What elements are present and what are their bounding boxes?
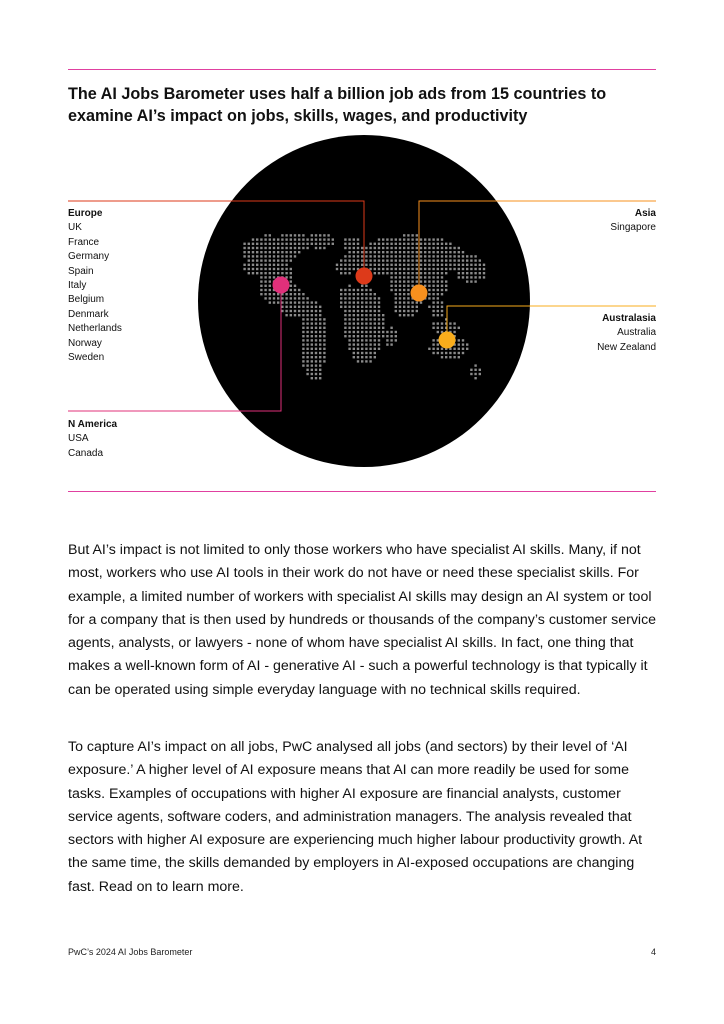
region-australasia — [556, 312, 656, 355]
namerica-marker — [273, 277, 290, 294]
body-paragraph-2: To capture AI’s impact on all jobs, PwC analysed all jobs (and sectors) by their level of ‘AI exposure.’ A higher level of AI exposure means that AI can more readily be used for some tasks. Examples of occupations with higher AI exposure are financial analysts, customer service agents, software coders, and administration managers. The analysis revealed that sectors with higher AI exposure are experiencing much higher labour productivity growth. At the same time, the skills demanded by employers in AI-exposed occupations are changing fast. Read on to learn more. — [68, 739, 643, 895]
country-singapore: Singapore — [610, 222, 656, 234]
country-spain: Spain — [68, 265, 94, 277]
region-europe — [68, 207, 122, 365]
region-europe-name: Europe — [68, 208, 103, 219]
country-belgium: Belgium — [68, 294, 105, 306]
country-usa: USA — [68, 433, 89, 445]
footer-document-title: PwC’s 2024 AI Jobs Barometer — [68, 947, 193, 957]
country-australia: Australia — [617, 327, 656, 339]
europe-marker — [356, 268, 373, 285]
page-title: The AI Jobs Barometer uses half a billion job ads from 15 countries to examine AI’s impact on jobs, skills, wages, and productivity — [68, 85, 607, 125]
body-paragraph-1: But AI’s impact is not limited to only those workers who have specialist AI skills. Many, if not most, workers who use AI tools in their work do not have or need these specialist skills. For example, a limited number of workers with specialist AI skills may design an AI system or tool for a company that is then used by hundreds or thousands of the company’s customer service agents, analysts, or lawyers - none of whom have specialist AI skills. In fact, one thing that makes a well-known form of AI - generative AI - such a powerful technology is that typically it can be operated using simple everyday language with no technical skills required. — [68, 542, 657, 698]
australasia-marker — [439, 332, 456, 349]
country-sweden: Sweden — [68, 352, 105, 364]
region-namerica — [68, 418, 117, 461]
country-canada: Canada — [68, 447, 104, 459]
country-france: France — [68, 236, 100, 248]
region-asia-name: Asia — [634, 208, 656, 219]
asia-marker — [411, 285, 428, 302]
country-new-zealand: New Zealand — [597, 341, 656, 353]
country-germany: Germany — [68, 251, 110, 263]
footer-page-number: 4 — [650, 947, 656, 957]
country-uk: UK — [68, 222, 82, 234]
region-asia — [556, 207, 656, 236]
country-denmark: Denmark — [68, 308, 109, 320]
country-netherlands: Netherlands — [68, 323, 122, 335]
bottom-rule — [68, 491, 656, 492]
region-namerica-name: N America — [68, 419, 118, 430]
country-norway: Norway — [68, 337, 102, 349]
country-italy: Italy — [68, 280, 87, 292]
region-australasia-name: Australasia — [602, 313, 656, 324]
map-globe-disc — [198, 135, 530, 467]
